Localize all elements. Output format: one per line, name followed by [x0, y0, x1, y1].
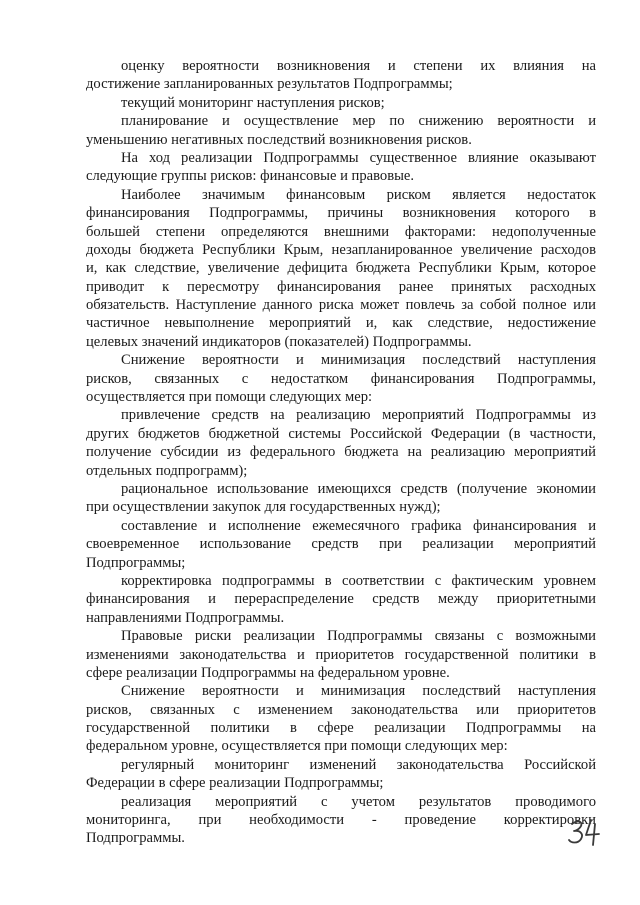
text-line: рисков, связанных с недостатком финансирования Подпрограммы,: [86, 370, 596, 387]
body-text: [86, 57, 596, 848]
text-line: составление и исполнение ежемесячного графика финансирования и: [121, 517, 596, 534]
text-line: и, как следствие, увеличение дефицита бюджета Республики Крым, которое: [86, 260, 596, 277]
text-line: рациональное использование имеющихся средств (получение экономии: [121, 480, 596, 497]
text-line: следующие группы рисков: финансовые и правовые.: [86, 168, 415, 185]
text-line: регулярный мониторинг изменений законодательства Российской: [121, 756, 596, 773]
text-line: доходы бюджета Республики Крым, незапланированное увеличение расходов: [86, 241, 596, 258]
text-line: Наиболее значимым финансовым риском является недостаток: [121, 186, 596, 203]
text-line: сфере реализации Подпрограммы на федеральном уровне.: [86, 664, 450, 681]
text-line: Подпрограммы;: [86, 554, 186, 571]
text-line: планирование и осуществление мер по снижению вероятности и: [121, 113, 596, 130]
text-line: текущий мониторинг наступления рисков;: [121, 94, 385, 111]
text-line: финансирования Подпрограммы, причины возникновения которого в: [86, 205, 596, 222]
text-line: обязательств. Наступление данного риска может повлечь за собой полное или: [86, 297, 596, 314]
text-line: направлениями Подпрограммы.: [86, 609, 285, 626]
text-line: Федерации в сфере реализации Подпрограммы;: [86, 775, 384, 792]
text-line: приводит к пересмотру финансирования ранее принятых расходных: [86, 278, 596, 295]
text-line: Подпрограммы.: [86, 830, 185, 847]
text-line: Снижение вероятности и минимизация последствий наступления: [121, 352, 596, 369]
handwritten-page-number: [568, 818, 602, 846]
text-line: Правовые риски реализации Подпрограммы связаны с возможными: [121, 628, 596, 645]
text-line: других бюджетов бюджетной системы Российской Федерации (в частности,: [86, 425, 596, 442]
text-line: своевременное использование средств при реализации мероприятий: [86, 536, 596, 553]
text-line: привлечение средств на реализацию мероприятий Подпрограммы из: [121, 407, 596, 424]
text-line: Снижение вероятности и минимизация последствий наступления: [121, 683, 596, 700]
text-line: финансирования и перераспределение средств между приоритетными: [86, 591, 596, 608]
text-line: получение субсидии из федерального бюджета на реализацию мероприятий: [86, 444, 596, 461]
text-line: мониторинга, при необходимости - проведение корректировки: [86, 812, 596, 829]
text-line: На ход реализации Подпрограммы существенное влияние оказывают: [121, 149, 596, 166]
text-line: при осуществлении закупок для государственных нужд);: [86, 499, 441, 516]
text-line: отдельных подпрограмм);: [86, 462, 248, 479]
text-line: целевых значений индикаторов (показателей) Подпрограммы.: [86, 333, 472, 350]
text-line: государственной политики в сфере реализации Подпрограммы на: [86, 720, 596, 737]
text-line: рисков, связанных с изменением законодательства или приоритетов: [86, 701, 596, 718]
text-line: реализация мероприятий с учетом результатов проводимого: [121, 793, 596, 810]
text-line: большей степени определяются внешними факторами: недополученные: [86, 223, 596, 240]
text-line: изменениями законодательства и приоритетов государственной политики в: [86, 646, 596, 663]
text-line: уменьшению негативных последствий возникновения рисков.: [86, 131, 472, 148]
text-line: осуществляется при помощи следующих мер:: [86, 389, 373, 406]
text-line: федеральном уровне, осуществляется при помощи следующих мер:: [86, 738, 508, 755]
text-line: достижение запланированных результатов Подпрограммы;: [86, 76, 453, 93]
text-line: частичное невыполнение мероприятий и, как следствие, недостижение: [86, 315, 596, 332]
text-line: корректировка подпрограммы в соответствии с фактическим уровнем: [121, 572, 596, 589]
text-line: оценку вероятности возникновения и степени их влияния на: [121, 58, 596, 74]
